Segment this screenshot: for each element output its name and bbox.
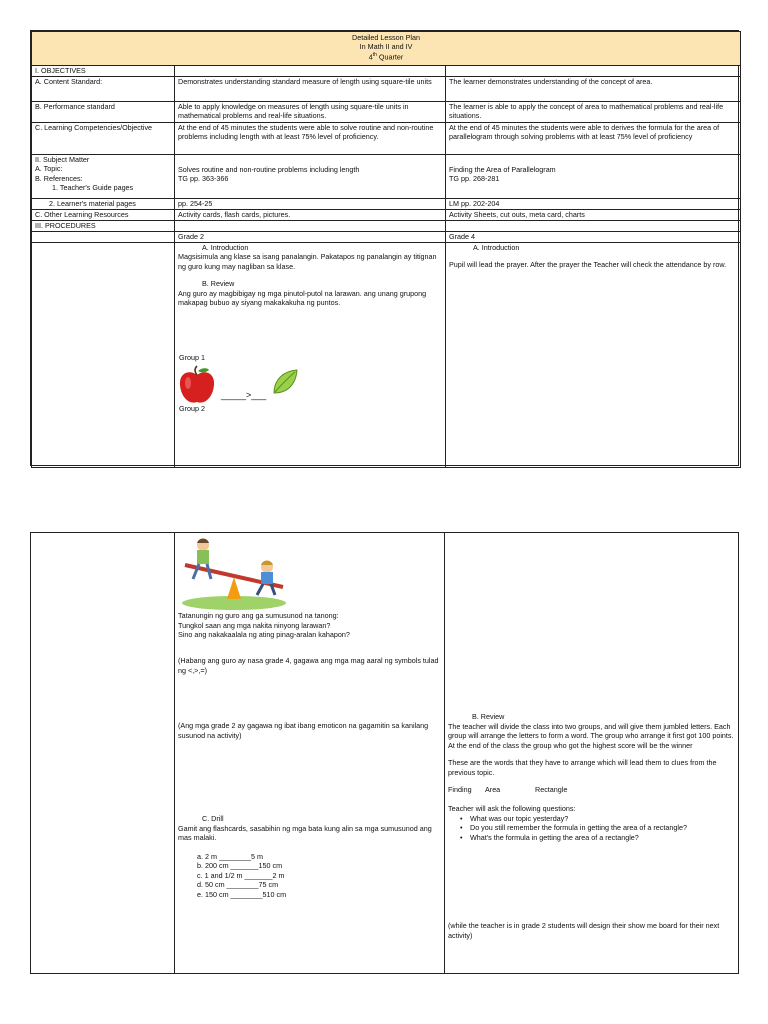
introduction-text: Pupil will lead the prayer. After the prayer the Teacher will check the attendance by row. [449, 260, 727, 269]
learners-material-label: 2. Learner's material pages [32, 198, 175, 209]
grade4-procedures [446, 242, 741, 467]
header-title: Detailed Lesson Plan [352, 33, 420, 42]
competencies-g2: At the end of 45 minutes the students were able to solve routine and non-routine problems including length with at least 75% level of proficiency. [175, 122, 446, 154]
apple-icon [177, 365, 217, 407]
grade2-note-emoticon: (Ang mga grade 2 ay gagawa ng ibat ibang emoticon na gagamitin sa kanilang susunod na activity) [178, 721, 429, 740]
group1-label: Group 1 [179, 352, 205, 362]
group2-label: Group 2 [179, 403, 205, 413]
grade4-review [448, 712, 736, 842]
list-item: • What was our topic yesterday? [470, 814, 736, 824]
other-resources-g2: Activity cards, flash cards, pictures. [175, 209, 446, 220]
document-header [32, 32, 741, 66]
review-heading: B. Review [472, 712, 505, 721]
seesaw-illustration-icon [179, 535, 289, 611]
subject-matter-g2: Solves routine and non-routine problems including length TG pp. 363-366 [175, 154, 446, 198]
learners-material-g2: pp. 254-25 [175, 198, 446, 209]
list-item: b. 200 cm _______150 cm [197, 861, 283, 870]
lesson-plan-page-1 [30, 30, 739, 466]
performance-standard-g4: The learner is able to apply the concept of area to mathematical problems and real-life situations. [446, 101, 741, 122]
introduction-heading: A. Introduction [473, 242, 520, 252]
teacher-questions-list [448, 814, 736, 843]
grade2-procedures [175, 242, 446, 467]
words-intro: These are the words that they have to arrange which will lead them to clues from the previous topic. [448, 758, 717, 777]
header-subject: In Math II and IV [359, 42, 413, 52]
list-item: • What's the formula in getting the area of a rectangle? [470, 833, 736, 843]
grade2-heading: Grade 2 [175, 231, 446, 242]
review-text: Ang guro ay magbibigay ng mga pinutol-putol na larawan. ang unang grupong makapag bubuo ay siyang makakakuha ng puntos. [178, 288, 427, 307]
list-item: d. 50 cm ________75 cm [197, 880, 279, 889]
content-standard-g2: Demonstrates understanding standard measure of length using square-tile units [175, 76, 446, 101]
grade2-note-symbols: (Habang ang guro ay nasa grade 4, gagawa ang mga mag aaral ng symbols tulad ng <,>,=) [178, 656, 439, 675]
list-item: e. 150 cm ________510 cm [197, 889, 287, 899]
learners-material-g4: LM pp. 202-204 [446, 198, 741, 209]
review-heading: B. Review [202, 279, 235, 288]
list-item: c. 1 and 1/2 m _______2 m [197, 870, 285, 880]
list-item: a. 2 m ________5 m [197, 851, 263, 861]
lesson-plan-table [31, 31, 741, 468]
lesson-plan-page-2 [30, 532, 739, 974]
jumbled-words: Finding Area Rectangle [448, 785, 568, 794]
drill-heading: C. Drill [202, 814, 224, 823]
other-resources-g4: Activity Sheets, cut outs, meta card, charts [446, 209, 741, 220]
introduction-text: Magsisimula ang klase sa isang panalangin. Pakatapos ng panalangin ay titignan ng guro kung may nagliban sa klase. [178, 252, 437, 271]
grade4-heading: Grade 4 [446, 231, 741, 242]
questions-intro: Teacher will ask the following questions: [448, 804, 576, 813]
subject-matter-labels: II. Subject Matter A. Topic: B. References: 1. Teacher's Guide pages [32, 154, 175, 198]
other-resources-label: C. Other Learning Resources [32, 209, 175, 220]
competencies-g4: At the end of 45 minutes the students were able to derives the formula for the area of parallelogram through solving problems with at least 75% level of proficiency [446, 122, 741, 154]
drill-list [178, 852, 440, 900]
content-standard-label: A. Content Standard: [32, 76, 175, 101]
review-text: The teacher will divide the class into two groups, and will give them jumbled letters. Each group will arrange the letters to form a word. The group who arrange it first got 100 points. At the end of the class the group who got the highest score will be the winner [448, 721, 734, 750]
list-item: • Do you still remember the formula in getting the area of a rectangle? [470, 823, 736, 833]
subject-matter-g4: Finding the Area of Parallelogram TG pp. 268-281 [446, 154, 741, 198]
drill-text: Gamit ang flashcards, sasabihin ng mga bata kung alin sa mga sumusunod ang mas malaki. [178, 823, 432, 842]
performance-standard-g2: Able to apply knowledge on measures of length using square-tile units in mathematical problems and real-life situations. [175, 101, 446, 122]
header-quarter: 4th Quarter [368, 51, 404, 62]
competencies-label: C. Learning Competencies/Objective [32, 122, 175, 154]
content-standard-g4: The learner demonstrates understanding of the concept of area. [446, 76, 741, 101]
grade4-note: (while the teacher is in grade 2 students will design their show me board for their next activity) [448, 921, 720, 940]
drill-section [178, 814, 440, 899]
objectives-heading: I. OBJECTIVES [32, 66, 175, 77]
comparison-line: _____>___ [221, 389, 267, 400]
introduction-heading: A. Introduction [202, 242, 249, 252]
grade2-questions: Tatanungin ng guro ang ga sumusunod na tanong: Tungkol saan ang mga nakita ninyong larawan? Sino ang nakakaalala ng ating pinag-aralan kahapon? [178, 611, 350, 639]
leaf-icon [271, 368, 299, 396]
procedures-heading: III. PROCEDURES [32, 220, 175, 231]
performance-standard-label: B. Performance standard [32, 101, 175, 122]
